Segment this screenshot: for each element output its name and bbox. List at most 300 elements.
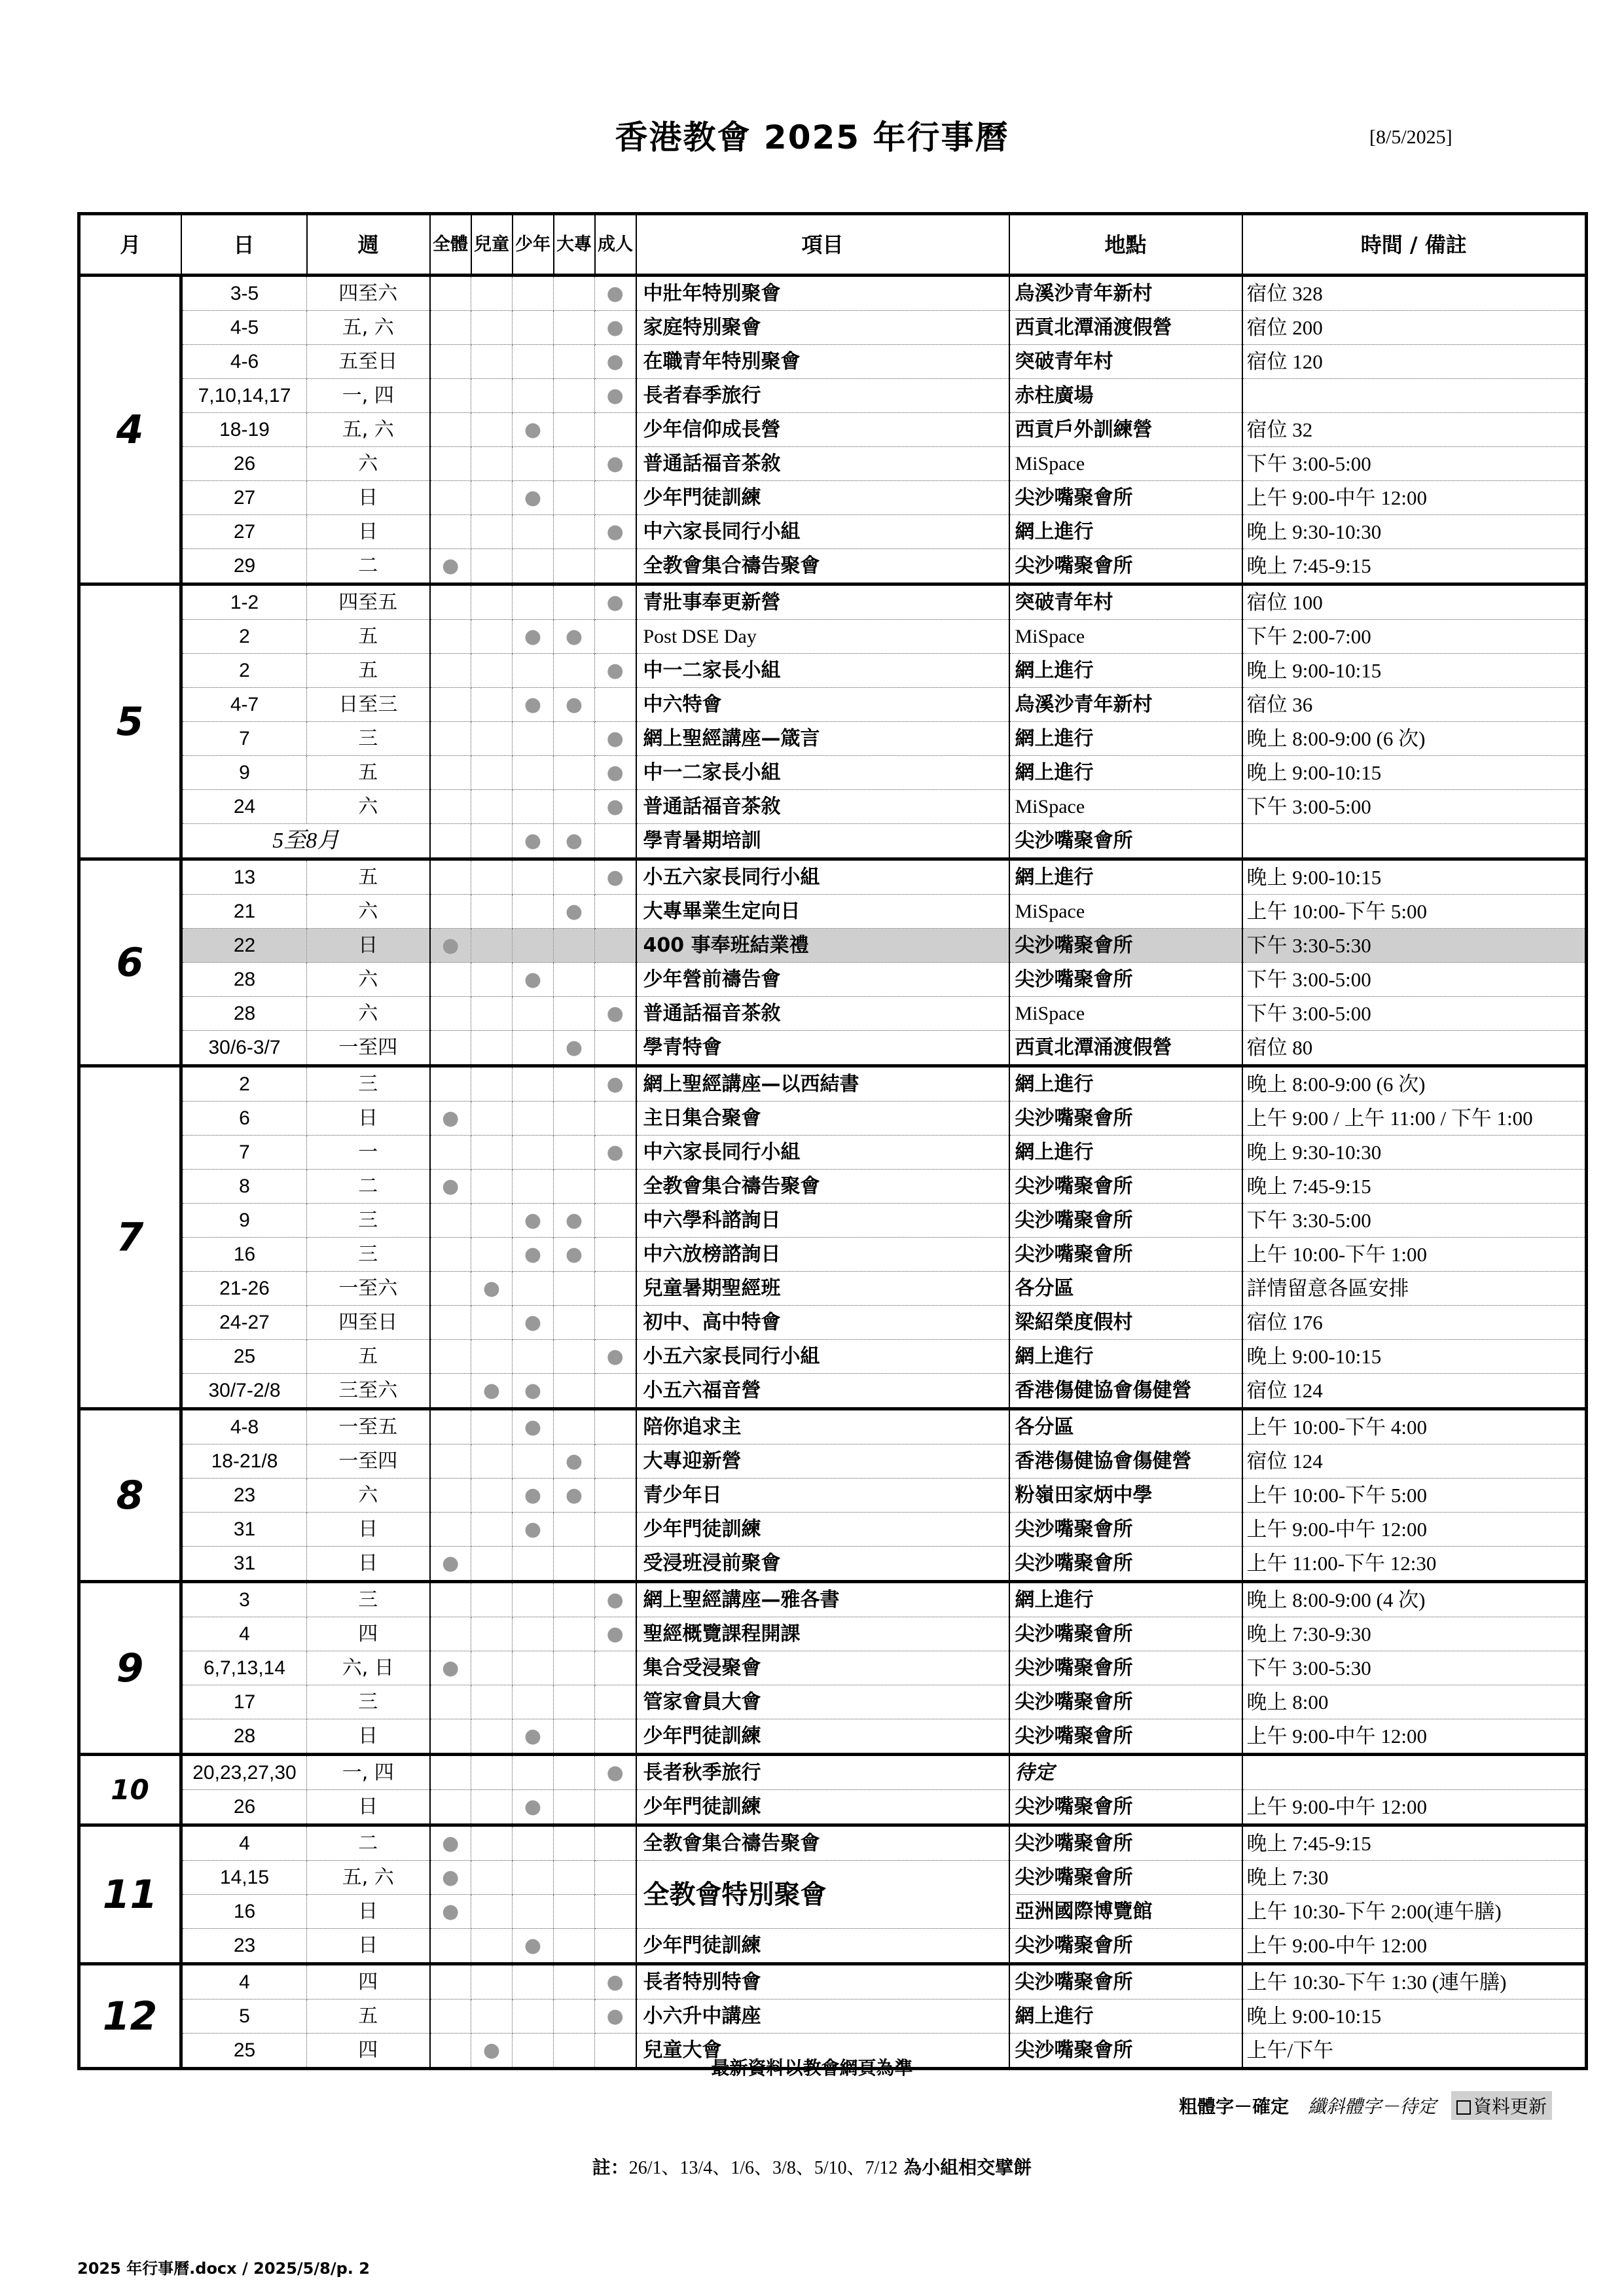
time-note-cell: 下午 3:00-5:30 xyxy=(1242,1651,1587,1685)
item-cell: 網上聖經講座—雅各書 xyxy=(636,1582,1009,1617)
item-cell: 學青特會 xyxy=(636,1031,1009,1066)
group-college-cell xyxy=(554,1066,595,1102)
dot-icon: ● xyxy=(524,967,542,991)
table-row xyxy=(79,1790,1587,1825)
item-cell: 管家會員大會 xyxy=(636,1685,1009,1719)
group-youth-cell xyxy=(513,1374,554,1409)
dot-icon: ● xyxy=(606,1001,624,1025)
day-cell: 21-26 xyxy=(181,1272,307,1306)
group-adult-cell xyxy=(595,654,636,688)
table-row xyxy=(79,790,1587,824)
group-college-cell xyxy=(554,1685,595,1719)
group-college-cell xyxy=(554,1895,595,1929)
group-child-cell xyxy=(471,276,513,311)
month-cell: 11 xyxy=(79,1825,181,1964)
day-cell: 25 xyxy=(181,1340,307,1374)
group-all-cell xyxy=(430,1651,471,1685)
table-row xyxy=(79,276,1587,311)
group-youth-cell xyxy=(513,929,554,963)
weekday-cell: 日 xyxy=(307,1547,430,1582)
group-adult-cell xyxy=(595,620,636,654)
group-college-cell xyxy=(554,1306,595,1340)
time-note-cell: 宿位 124 xyxy=(1242,1444,1587,1479)
group-all-cell xyxy=(430,345,471,379)
dot-icon: ● xyxy=(482,2038,501,2062)
dot-icon: ● xyxy=(606,590,624,614)
item-cell: 全教會集合禱告聚會 xyxy=(636,1170,1009,1204)
group-child-cell xyxy=(471,1651,513,1685)
group-college-cell xyxy=(554,790,595,824)
item-cell: 少年信仰成長營 xyxy=(636,413,1009,447)
group-adult-cell xyxy=(595,1685,636,1719)
weekday-cell: 日 xyxy=(307,1102,430,1136)
group-college-cell xyxy=(554,756,595,790)
item-cell: 中一二家長小組 xyxy=(636,756,1009,790)
day-cell: 18-21/8 xyxy=(181,1444,307,1479)
dot-icon: ● xyxy=(606,1072,624,1096)
group-college-cell xyxy=(554,859,595,895)
location-cell: 突破青年村 xyxy=(1009,584,1242,620)
group-adult-cell xyxy=(595,722,636,756)
group-college-cell xyxy=(554,1272,595,1306)
location-cell: 尖沙嘴聚會所 xyxy=(1009,1861,1242,1895)
dot-icon: ● xyxy=(565,1242,583,1266)
location-cell: 尖沙嘴聚會所 xyxy=(1009,1719,1242,1755)
day-cell: 26 xyxy=(181,447,307,481)
time-note-cell: 下午 3:30-5:30 xyxy=(1242,929,1587,963)
group-child-cell xyxy=(471,1238,513,1272)
group-youth-cell xyxy=(513,997,554,1031)
location-cell: 網上進行 xyxy=(1009,2000,1242,2034)
dot-icon: ● xyxy=(442,1551,460,1575)
group-college-cell xyxy=(554,1547,595,1582)
item-cell: 聖經概覽課程開課 xyxy=(636,1617,1009,1651)
group-child-cell xyxy=(471,413,513,447)
group-college-cell xyxy=(554,1651,595,1685)
weekday-cell: 六 xyxy=(307,963,430,997)
time-note-cell: 晚上 8:00-9:00 (4 次) xyxy=(1242,1582,1587,1617)
location-cell: 尖沙嘴聚會所 xyxy=(1009,929,1242,963)
group-all-cell xyxy=(430,413,471,447)
item-cell: 大專畢業生定向日 xyxy=(636,895,1009,929)
table-row xyxy=(79,1102,1587,1136)
group-adult-cell xyxy=(595,1617,636,1651)
weekday-cell: 三 xyxy=(307,1066,430,1102)
group-college-cell xyxy=(554,1719,595,1755)
group-youth-cell xyxy=(513,1651,554,1685)
footnote-text: 為小組相交擘餅 xyxy=(903,2157,1032,2178)
group-youth-cell xyxy=(513,756,554,790)
group-youth-cell xyxy=(513,1755,554,1790)
revision-date: [8/5/2025] xyxy=(1369,126,1453,148)
weekday-cell: 四 xyxy=(307,1617,430,1651)
item-cell: 在職青年特別聚會 xyxy=(636,345,1009,379)
time-note-cell: 下午 3:00-5:00 xyxy=(1242,447,1587,481)
group-all-cell xyxy=(430,311,471,345)
group-child-cell xyxy=(471,1031,513,1066)
day-cell: 4 xyxy=(181,1825,307,1861)
weekday-cell: 一 xyxy=(307,1136,430,1170)
day-cell: 21 xyxy=(181,895,307,929)
location-cell: 香港傷健協會傷健營 xyxy=(1009,1374,1242,1409)
group-all-cell xyxy=(430,515,471,549)
group-all-cell xyxy=(430,1790,471,1825)
group-college-cell xyxy=(554,1964,595,2000)
group-adult-cell xyxy=(595,1479,636,1513)
time-note-cell: 下午 3:30-5:00 xyxy=(1242,1204,1587,1238)
location-cell: 網上進行 xyxy=(1009,859,1242,895)
header-month: 月 xyxy=(79,214,181,276)
dot-icon: ● xyxy=(565,1208,583,1232)
group-youth-cell xyxy=(513,1790,554,1825)
item-cell: 學青暑期培訓 xyxy=(636,824,1009,859)
group-college-cell xyxy=(554,481,595,515)
group-child-cell xyxy=(471,1964,513,2000)
group-college-cell xyxy=(554,620,595,654)
day-cell: 28 xyxy=(181,997,307,1031)
group-college-cell xyxy=(554,1444,595,1479)
group-all-cell xyxy=(430,1444,471,1479)
dot-icon: ● xyxy=(606,1344,624,1368)
time-note-cell: 上午 10:00-下午 1:00 xyxy=(1242,1238,1587,1272)
dot-icon: ● xyxy=(606,658,624,682)
group-all-cell xyxy=(430,1272,471,1306)
weekday-cell: 四至日 xyxy=(307,1306,430,1340)
group-adult-cell xyxy=(595,1136,636,1170)
group-adult-cell xyxy=(595,1861,636,1895)
group-all-cell xyxy=(430,1719,471,1755)
dot-icon: ● xyxy=(565,1483,583,1507)
group-all-cell xyxy=(430,997,471,1031)
table-row xyxy=(79,1031,1587,1066)
location-cell: 尖沙嘴聚會所 xyxy=(1009,1964,1242,2000)
group-college-cell xyxy=(554,1031,595,1066)
table-row xyxy=(79,1755,1587,1790)
group-college-cell xyxy=(554,963,595,997)
dot-icon: ● xyxy=(606,281,624,305)
group-child-cell xyxy=(471,1272,513,1306)
weekday-cell: 四 xyxy=(307,2034,430,2069)
dot-icon: ● xyxy=(565,1449,583,1473)
location-cell: 梁紹榮度假村 xyxy=(1009,1306,1242,1340)
time-note-cell: 上午 9:00-中午 12:00 xyxy=(1242,481,1587,515)
item-cell: 青壯事奉更新營 xyxy=(636,584,1009,620)
table-row xyxy=(79,997,1587,1031)
time-note-cell: 晚上 7:45-9:15 xyxy=(1242,549,1587,584)
location-cell: 尖沙嘴聚會所 xyxy=(1009,1825,1242,1861)
dot-icon: ● xyxy=(524,1378,542,1402)
dot-icon: ● xyxy=(524,1933,542,1957)
table-row xyxy=(79,1409,1587,1444)
group-adult-cell xyxy=(595,1340,636,1374)
table-row xyxy=(79,688,1587,722)
weekday-cell: 日至三 xyxy=(307,688,430,722)
item-cell: 普通話福音茶敘 xyxy=(636,997,1009,1031)
group-youth-cell xyxy=(513,1582,554,1617)
dot-icon: ● xyxy=(606,452,624,475)
location-cell: 網上進行 xyxy=(1009,1340,1242,1374)
group-adult-cell xyxy=(595,1547,636,1582)
group-child-cell xyxy=(471,345,513,379)
day-cell: 17 xyxy=(181,1685,307,1719)
group-youth-cell xyxy=(513,481,554,515)
legend-tentative: 纖斜體字－待定 xyxy=(1308,2096,1437,2117)
group-adult-cell xyxy=(595,584,636,620)
item-cell: 少年門徒訓練 xyxy=(636,1790,1009,1825)
weekday-cell: 六 xyxy=(307,997,430,1031)
location-cell: 各分區 xyxy=(1009,1409,1242,1444)
group-all-cell xyxy=(430,722,471,756)
file-name: 2025 年行事曆.docx / 2025/5/8/p. 2 xyxy=(77,2259,370,2278)
group-youth-cell xyxy=(513,1964,554,2000)
time-note-cell: 晚上 9:00-10:15 xyxy=(1242,1340,1587,1374)
group-all-cell xyxy=(430,584,471,620)
group-child-cell xyxy=(471,1102,513,1136)
month-cell: 4 xyxy=(79,276,181,584)
dot-icon: ● xyxy=(524,1415,542,1439)
group-college-cell xyxy=(554,1479,595,1513)
group-adult-cell xyxy=(595,1272,636,1306)
location-cell: 突破青年村 xyxy=(1009,345,1242,379)
group-child-cell xyxy=(471,1617,513,1651)
table-row xyxy=(79,824,1587,859)
weekday-cell: 五 xyxy=(307,620,430,654)
time-note-cell xyxy=(1242,379,1587,413)
item-cell: 小五六福音營 xyxy=(636,1374,1009,1409)
group-youth-cell xyxy=(513,1895,554,1929)
table-row xyxy=(79,447,1587,481)
footnote xyxy=(0,2153,1624,2179)
day-cell: 16 xyxy=(181,1895,307,1929)
weekday-cell: 三 xyxy=(307,722,430,756)
weekday-cell: 二 xyxy=(307,1170,430,1204)
weekday-cell: 六 xyxy=(307,1479,430,1513)
weekday-cell: 五至日 xyxy=(307,345,430,379)
weekday-cell: 五, 六 xyxy=(307,413,430,447)
group-child-cell xyxy=(471,1479,513,1513)
group-youth-cell xyxy=(513,1685,554,1719)
location-cell: 尖沙嘴聚會所 xyxy=(1009,1170,1242,1204)
group-child-cell xyxy=(471,929,513,963)
location-cell: 粉嶺田家炳中學 xyxy=(1009,1479,1242,1513)
table-row xyxy=(79,549,1587,584)
table-row xyxy=(79,311,1587,345)
group-child-cell xyxy=(471,997,513,1031)
table-row xyxy=(79,584,1587,620)
table-row xyxy=(79,1825,1587,1861)
header-adult: 成人 xyxy=(595,214,636,276)
item-cell: 網上聖經講座—以西結書 xyxy=(636,1066,1009,1102)
weekday-cell: 日 xyxy=(307,1895,430,1929)
group-college-cell xyxy=(554,654,595,688)
weekday-cell: 五, 六 xyxy=(307,311,430,345)
table-row xyxy=(79,929,1587,963)
table-row xyxy=(79,1964,1587,2000)
group-adult-cell xyxy=(595,481,636,515)
day-cell: 3 xyxy=(181,1582,307,1617)
day-cell: 4-6 xyxy=(181,345,307,379)
group-adult-cell xyxy=(595,1204,636,1238)
item-cell: 陪你追求主 xyxy=(636,1409,1009,1444)
location-cell: 網上進行 xyxy=(1009,654,1242,688)
time-note-cell: 宿位 176 xyxy=(1242,1306,1587,1340)
group-all-cell xyxy=(430,1479,471,1513)
time-note-cell: 上午 11:00-下午 12:30 xyxy=(1242,1547,1587,1582)
dot-icon: ● xyxy=(606,350,624,373)
day-cell: 28 xyxy=(181,963,307,997)
item-cell: 大專迎新營 xyxy=(636,1444,1009,1479)
table-row xyxy=(79,1651,1587,1685)
dot-icon: ● xyxy=(524,829,542,852)
group-college-cell xyxy=(554,1755,595,1790)
table-row xyxy=(79,1479,1587,1513)
weekday-cell: 三 xyxy=(307,1582,430,1617)
group-adult-cell xyxy=(595,413,636,447)
group-youth-cell xyxy=(513,1306,554,1340)
item-cell: 家庭特別聚會 xyxy=(636,311,1009,345)
group-youth-cell xyxy=(513,379,554,413)
dot-icon: ● xyxy=(606,520,624,543)
location-cell: MiSpace xyxy=(1009,620,1242,654)
date-range-cell: 5至8月 xyxy=(181,824,430,859)
group-college-cell xyxy=(554,1102,595,1136)
time-note-cell: 晚上 8:00-9:00 (6 次) xyxy=(1242,1066,1587,1102)
item-cell: 集合受浸聚會 xyxy=(636,1651,1009,1685)
day-cell: 30/7-2/8 xyxy=(181,1374,307,1409)
day-cell: 16 xyxy=(181,1238,307,1272)
group-youth-cell xyxy=(513,1238,554,1272)
group-youth-cell xyxy=(513,311,554,345)
day-cell: 22 xyxy=(181,929,307,963)
group-adult-cell xyxy=(595,447,636,481)
day-cell: 4-7 xyxy=(181,688,307,722)
group-child-cell xyxy=(471,1790,513,1825)
header-youth: 少年 xyxy=(513,214,554,276)
group-child-cell xyxy=(471,1929,513,1964)
table-row xyxy=(79,756,1587,790)
weekday-cell: 二 xyxy=(307,549,430,584)
weekday-cell: 三 xyxy=(307,1238,430,1272)
group-all-cell xyxy=(430,1102,471,1136)
dot-icon: ● xyxy=(482,1276,501,1300)
table-row xyxy=(79,1685,1587,1719)
item-cell: 小五六家長同行小組 xyxy=(636,1340,1009,1374)
table-row xyxy=(79,379,1587,413)
group-child-cell xyxy=(471,1719,513,1755)
group-youth-cell xyxy=(513,1170,554,1204)
day-cell: 9 xyxy=(181,756,307,790)
dot-icon: ● xyxy=(442,554,460,577)
item-cell: 少年門徒訓練 xyxy=(636,1719,1009,1755)
location-cell: 尖沙嘴聚會所 xyxy=(1009,2034,1242,2069)
weekday-cell: 一至五 xyxy=(307,1409,430,1444)
group-youth-cell xyxy=(513,859,554,895)
legend-confirmed: 粗體字－確定 xyxy=(1179,2096,1290,2117)
dot-icon: ● xyxy=(606,865,624,889)
group-youth-cell xyxy=(513,1825,554,1861)
time-note-cell: 上午 9:00-中午 12:00 xyxy=(1242,1929,1587,1964)
item-cell: 兒童大會 xyxy=(636,2034,1009,2069)
group-adult-cell xyxy=(595,1790,636,1825)
dot-icon: ● xyxy=(442,933,460,957)
dot-icon: ● xyxy=(524,1242,542,1266)
day-cell: 13 xyxy=(181,859,307,895)
location-cell: 尖沙嘴聚會所 xyxy=(1009,1513,1242,1547)
group-child-cell xyxy=(471,1444,513,1479)
item-cell: 中六家長同行小組 xyxy=(636,515,1009,549)
weekday-cell: 日 xyxy=(307,1929,430,1964)
weekday-cell: 日 xyxy=(307,1719,430,1755)
group-all-cell xyxy=(430,1617,471,1651)
dot-icon: ● xyxy=(524,1724,542,1748)
location-cell: 尖沙嘴聚會所 xyxy=(1009,1547,1242,1582)
dot-icon: ● xyxy=(482,1378,501,1402)
weekday-cell: 五 xyxy=(307,859,430,895)
item-cell: 400 事奉班結業禮 xyxy=(636,929,1009,963)
dot-icon: ● xyxy=(606,1588,624,1611)
day-cell: 31 xyxy=(181,1547,307,1582)
group-youth-cell xyxy=(513,1479,554,1513)
legend-update xyxy=(1451,2091,1552,2120)
time-note-cell: 晚上 9:00-10:15 xyxy=(1242,859,1587,895)
day-cell: 14,15 xyxy=(181,1861,307,1895)
item-cell: 少年門徒訓練 xyxy=(636,481,1009,515)
group-youth-cell xyxy=(513,549,554,584)
time-note-cell: 宿位 200 xyxy=(1242,311,1587,345)
group-all-cell xyxy=(430,1513,471,1547)
location-cell: 尖沙嘴聚會所 xyxy=(1009,481,1242,515)
group-youth-cell xyxy=(513,1929,554,1964)
location-cell: MiSpace xyxy=(1009,790,1242,824)
group-all-cell xyxy=(430,1964,471,2000)
table-row xyxy=(79,481,1587,515)
dot-icon: ● xyxy=(565,829,583,852)
month-cell: 6 xyxy=(79,859,181,1066)
month-cell: 12 xyxy=(79,1964,181,2069)
group-youth-cell xyxy=(513,824,554,859)
item-cell: 少年營前禱告會 xyxy=(636,963,1009,997)
day-cell: 26 xyxy=(181,1790,307,1825)
time-note-cell: 下午 3:00-5:00 xyxy=(1242,997,1587,1031)
table-row xyxy=(79,1204,1587,1238)
time-note-cell: 宿位 124 xyxy=(1242,1374,1587,1409)
group-adult-cell xyxy=(595,1374,636,1409)
weekday-cell: 四至五 xyxy=(307,584,430,620)
page-title: 香港教會 2025 年行事曆 xyxy=(615,118,1009,156)
group-college-cell xyxy=(554,549,595,584)
item-cell: 全教會集合禱告聚會 xyxy=(636,549,1009,584)
group-child-cell xyxy=(471,963,513,997)
dot-icon: ● xyxy=(606,726,624,750)
weekday-cell: 三 xyxy=(307,1685,430,1719)
group-youth-cell xyxy=(513,1340,554,1374)
time-note-cell: 晚上 9:30-10:30 xyxy=(1242,515,1587,549)
footnote-dates: 26/1、13/4、1/6、3/8、5/10、7/12 xyxy=(628,2158,898,2178)
group-adult-cell xyxy=(595,929,636,963)
location-cell: 待定 xyxy=(1009,1755,1242,1790)
group-youth-cell xyxy=(513,1719,554,1755)
location-cell: 西貢北潭涌渡假營 xyxy=(1009,1031,1242,1066)
time-note-cell: 宿位 120 xyxy=(1242,345,1587,379)
day-cell: 9 xyxy=(181,1204,307,1238)
group-child-cell xyxy=(471,1547,513,1582)
table-row xyxy=(79,2000,1587,2034)
time-note-cell: 下午 3:00-5:00 xyxy=(1242,963,1587,997)
time-note-cell: 宿位 36 xyxy=(1242,688,1587,722)
group-adult-cell xyxy=(595,895,636,929)
dot-icon: ● xyxy=(565,1035,583,1059)
item-cell: 全教會集合禱告聚會 xyxy=(636,1825,1009,1861)
